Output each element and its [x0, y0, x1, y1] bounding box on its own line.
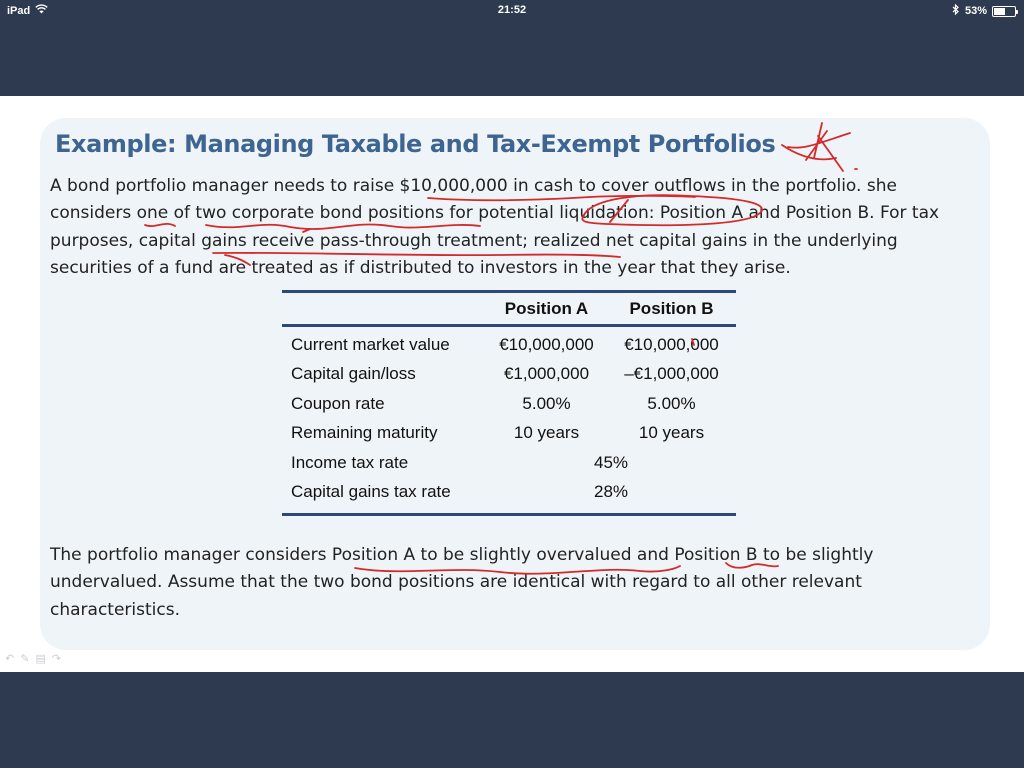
- layers-icon[interactable]: ▤: [35, 652, 46, 665]
- battery-percent: 53%: [964, 5, 987, 17]
- table-row: [282, 448, 736, 478]
- cell-position-a: 10 years: [513, 423, 580, 443]
- cell-position-b: 10 years: [638, 423, 705, 443]
- cell-shared: 45%: [593, 452, 629, 472]
- bluetooth-icon: [952, 4, 960, 18]
- cell-position-a: €1,000,000: [503, 364, 590, 384]
- table-header-position-b: Position B: [629, 298, 714, 318]
- table-body: [282, 327, 736, 507]
- status-right: [952, 4, 1016, 18]
- table-row: [282, 330, 736, 360]
- row-label: Capital gain/loss: [291, 364, 416, 384]
- positions-table: [282, 290, 736, 516]
- battery-icon: [992, 6, 1016, 17]
- status-bar: [0, 0, 1024, 22]
- row-label: Capital gains tax rate: [291, 482, 451, 502]
- row-label: Income tax rate: [291, 452, 409, 472]
- row-label: Current market value: [291, 334, 450, 354]
- paragraph-intro: A bond portfolio manager needs to raise $10,000,000 in cash to cover outflows in the portfolio. she considers one of two corporate bond positions for potential liquidation: Position A and Position B. For tax purposes, capital gains receive pass-through treatment; realized net capital gains in the underlying securities of a fund are treated as if distributed to investors in the year that they arise.: [50, 176, 940, 279]
- device-label: iPad: [7, 4, 31, 17]
- table-header-position-a: Position A: [504, 298, 589, 318]
- slide-title: Example: Managing Taxable and Tax-Exempt Portfolios: [55, 130, 776, 158]
- cell-position-b: €10,000,000: [624, 334, 719, 354]
- pen-icon[interactable]: ✎: [20, 652, 30, 665]
- annotation-toolbar: [5, 652, 61, 665]
- cell-shared: 28%: [593, 482, 629, 502]
- table-row: [282, 389, 736, 419]
- table-row: [282, 478, 736, 508]
- paragraph-conclusion: The portfolio manager considers Position A to be slightly overvalued and Position B to be slightly undervalued. Assume that the two bond positions are identical with regard to all other relevant characteristics.: [50, 545, 874, 620]
- redo-icon[interactable]: ↷: [51, 652, 62, 665]
- battery-level: [994, 8, 1005, 15]
- table-row: [282, 360, 736, 390]
- undo-icon[interactable]: ↶: [5, 652, 15, 665]
- cell-position-b: 5.00%: [647, 393, 696, 413]
- row-label: Remaining maturity: [291, 423, 438, 443]
- table-row: [282, 419, 736, 449]
- cell-position-a: €10,000,000: [499, 334, 594, 354]
- clock: 21:52: [497, 4, 527, 16]
- table-bottom-rule: [282, 513, 736, 516]
- table-header-row: [282, 293, 736, 324]
- row-label: Coupon rate: [291, 393, 385, 413]
- cell-position-b: –€1,000,000: [624, 364, 719, 384]
- cell-position-a: 5.00%: [522, 393, 571, 413]
